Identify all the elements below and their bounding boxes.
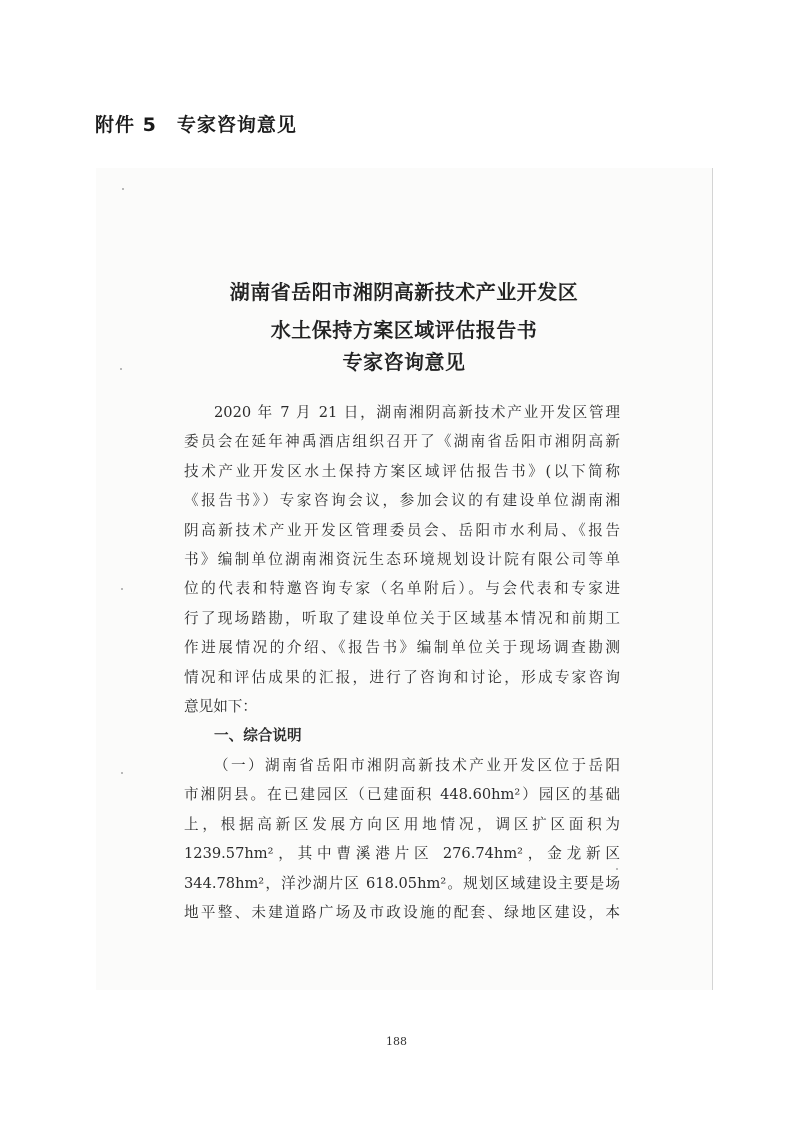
paragraph-line: 情况和评估成果的汇报，进行了咨询和讨论，形成专家咨询 <box>184 668 620 686</box>
paragraph-line: 阴高新技术产业开发区管理委员会、岳阳市水利局、《报告 <box>184 521 620 539</box>
paragraph-line: 1239.57hm²，其中曹溪港片区 276.74hm²，金龙新区 <box>184 845 620 863</box>
scan-speck <box>121 588 123 590</box>
paragraph-line: 行了现场踏勘，听取了建设单位关于区域基本情况和前期工 <box>184 609 620 627</box>
paragraph-line: 2020 年 7 月 21 日，湖南湘阴高新技术产业开发区管理 <box>214 404 620 421</box>
paragraph-line: 作进展情况的介绍、《报告书》编制单位关于现场调查勘测 <box>184 639 620 657</box>
scanned-document <box>96 168 713 990</box>
attachment-label: 附件 5 <box>95 114 157 136</box>
paragraph-line: 地平整、未建道路广场及市政设施的配套、绿地区建设，本 <box>184 903 620 921</box>
paragraph-line: （一）湖南省岳阳市湘阴高新技术产业开发区位于岳阳 <box>214 756 620 774</box>
paragraph-line: 委员会在延年神禹酒店组织召开了《湖南省岳阳市湘阴高新 <box>184 433 620 451</box>
page-number: 188 <box>386 1035 407 1048</box>
document-title-line-1: 湖南省岳阳市湘阴高新技术产业开发区 <box>229 280 579 304</box>
paragraph-line: 技术产业开发区水土保持方案区域评估报告书》(以下简称 <box>184 462 620 480</box>
attachment-header <box>95 110 297 137</box>
scan-speck <box>122 188 124 190</box>
scan-speck <box>121 772 123 774</box>
document-title-line-3: 专家咨询意见 <box>342 350 466 374</box>
paragraph-line: 市湘阴县。在已建园区（已建面积 448.60hm²）园区的基础 <box>184 786 620 804</box>
document-body <box>184 398 620 927</box>
paragraph-line: 《报告书》）专家咨询会议，参加会议的有建设单位湖南湘 <box>184 492 620 510</box>
paragraph-line: 书》编制单位湖南湘资沅生态环境规划设计院有限公司等单 <box>184 551 620 569</box>
document-title-line-2: 水土保持方案区域评估报告书 <box>270 318 538 342</box>
paragraph-line: 344.78hm²，洋沙湖片区 618.05hm²。规划区域建设主要是场 <box>184 874 620 892</box>
paragraph-line: 位的代表和特邀咨询专家（名单附后）。与会代表和专家进 <box>184 580 620 598</box>
section-heading: 一、综合说明 <box>214 727 302 745</box>
paragraph-line: 意见如下： <box>184 698 257 716</box>
paragraph-line: 上，根据高新区发展方向区用地情况，调区扩区面积为 <box>184 815 620 833</box>
attachment-title: 专家咨询意见 <box>176 114 297 136</box>
